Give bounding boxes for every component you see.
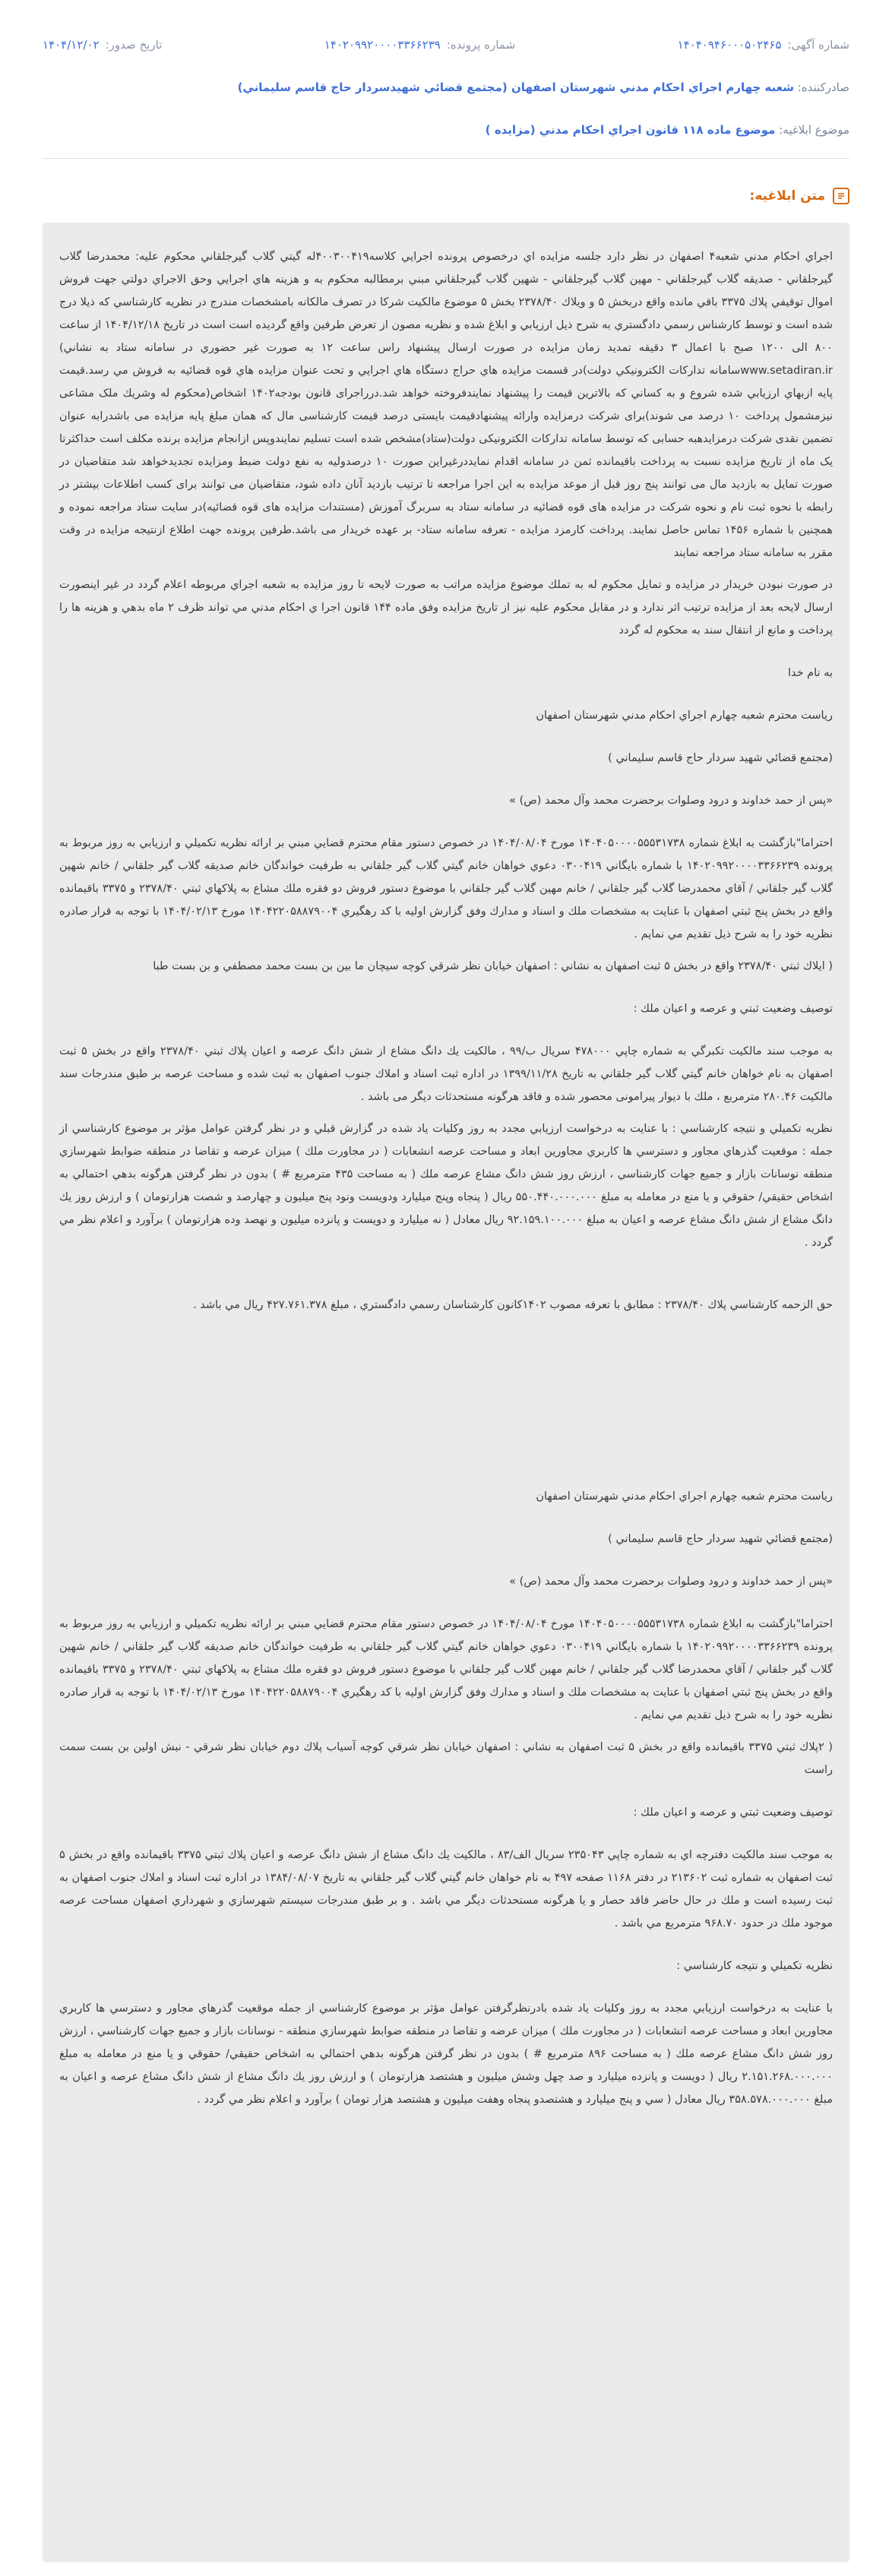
ad-number-group xyxy=(678,35,849,55)
subject-label: موضوع ابلاغیه: xyxy=(779,123,849,137)
auction-announcement-paragraph: اجراي احكام مدني شعبه۴ اصفهان در نظر دارد جلسه مزايده اي درخصوص پرونده اجرايي كلاسه۴۰۰۳۰۰۴۱۹له گيتي گلاب گيرجلقاني محكوم عليه: محمدرضا گلاب گيرجلقاني - صديقه گلاب گيرجلقاني - مهين گلاب گيرجلقاني - شهين گلاب گيرجلقاني مبني برمطالبه محكوم به و هزينه هاي اجرايي وحق الاجراي دولتي جهت فروش اموال توقيفي پلاك ۳۳۷۵ باقي مانده واقع دربخش ۵ و ويلاك ۲۳۷۸/۴۰ بخش ۵ موضوع مالكيت شركا در تصرف مالكانه بامشخصات مندرج در نظريه كارشناسي كه ذيلا درج شده است و توسط كارشناس رسمي دادگستري به شرح ذيل ارزيابي و ابلاغ شده و نظريه مصون از تعرض طرفين واقع گرديده است است در تاريخ ۱۴۰۴/۱۲/۱۸ از ساعت ۸۰۰ الی ۱۲۰۰ صبح با اعمال ۳ دقيقه تمديد زمان مزايده در صورت ارسال پيشنهاد راس ساعت ۱۲ به صورت غير حضوري در سامانه ستاد به نشاني) www.setadiran.irسامانه تداركات الكترونيكي دولت)در قسمت مزايده هاي حراج دستگاه هاي اجرايي و تحت عنوان مزايده هاي قوه قضائيه به فروش مي رسد.قيمت پايه ازبهاي ارزيابي شده شروع و به كساني كه بالاترين قيمت را پيشنهاد نمايندفروخته خواهد شد.درراجرای قانون بودجه۱۴۰۲ اشخاص(محكوم له وشريك ملک مشاعی نيزمشمول پرداخت ۱۰ درصد می شوند)برای شرکت درمزايده وارائه پيشنهادقيمت بايستی درصد قيمت كارشناسی مال كه همان مبلغ پايه مزايده می باشدرابه عنوان تضمين نقدی شركت درمزايدهبه حسابی كه توسط سامانه تدارکات الكترونيكی دولت(ستاد)مشخص شده است تسليم نمايندوپس ازانجام مزايده برنده مكلف است حداكثرتا يک ماه از تاريخ مزايده نسبت به پرداخت باقيمانده ثمن در سامانه اقدام نمايددرغيراين صورت ۱۰ درصدوليه به نفع دولت ضبط ومزايده تجديدخواهد شد متقاضيان در صورت تمايل به بازديد مال می توانند پنج روز قبل از موعد مزايده به اين اجرا مراجعه تا ترتيب بازديد آنان داده شود، متقاضيان می توانند برای كسب اطلاعات بيشتر در رابطه با نحوه ثبت نام و نحوه شركت در مزايده های قوه قضائيه در سامانه ستاد به سربرگ آموزش (مستندات مزايده های قوه قضائيه)در سايت ستاد مراجعه نموده و همچنين با شماره ۱۴۵۶ تماس حاصل نمايند. پرداخت كارمزد مزايده - تعرفه سامانه ستاد- بر عهده خريدار می باشد.طرفين پرونده جهت اطلاع ازنتيجه مزايده در وقت مقرر به سامانه ستاد مراجعه نمايند xyxy=(59,251,833,559)
case-number-group xyxy=(324,35,515,55)
document-text-icon xyxy=(833,188,849,204)
plate-1-address: ( ايلاك ثبتي ۲۳۷۸/۴۰ واقع در بخش ۵ ثبت اصفهان به نشاني : اصفهان خيابان نظر شرقي كوچه سيچان ما بين بن بست محمد مصطفي و بن بست طبا xyxy=(153,960,833,972)
court-complex-line-2: (مجتمع قضائي شهيد سردار حاج قاسم سليماني ) xyxy=(608,1533,833,1545)
body-title xyxy=(0,188,849,204)
subject-value: موضوع ماده ۱۱۸ قانون اجراي احكام مدني (مزايده ) xyxy=(485,123,776,137)
addressee-line-2: رياست محترم شعبه چهارم اجراي احكام مدني شهرستان اصفهان xyxy=(536,1490,833,1503)
plate-1-registration-description: به موجب سند مالكيت تكبرگي به شماره چاپي ۴۷۸۰۰۰ سريال ب/۹۹ ، مالكيت يك دانگ مشاع از شش دانگ عرصه و اعيان پلاك ثبتي ۲۳۷۸/۴۰ واقع در بخش ۵ ثبت اصفهان به نام خواهان خانم گيتي گلاب گير جلقاني به تاريخ ۱۳۹۹/۱۱/۲۸ در اداره ثبت اسناد و املاك جنوب اصفهان به ثبت شده و مساحت عرصه بر طبق مندرجات سند مالكيت ۲۸۰.۴۶ مترمربع ، ملك با ديوار پيرامونی محصور شده و فاقد هرگونه مستحدثات ديگر می باشد . xyxy=(59,1045,833,1103)
addressee-line: رياست محترم شعبه چهارم اجراي احكام مدني شهرستان اصفهان xyxy=(536,710,833,722)
case-number-label: شماره پرونده: xyxy=(446,38,516,52)
body-title-text: متن ابلاغیه: xyxy=(749,188,825,204)
in-name-of-god: به نام خدا xyxy=(787,667,833,679)
plate-2-registration-description: به موجب سند مالكيت دفترچه اي به شماره چاپي ۲۳۵۰۴۳ سريال الف/۸۳ ، مالكيت يك دانگ مشاع از شش دانگ عرصه و اعيان پلاك ثبتي ۳۳۷۵ باقيمانده واقع در بخش ۵ ثبت اصفهان به شماره ثبت ۲۱۳۶۰۲ در دفتر ۱۱۶۸ صفحه ۴۹۷ به نام خواهان خانم گيتي گلاب گير جلقاني به تاريخ ۱۳۸۴/۰۸/۰۷ در اداره ثبت اسناد و املاك جنوب اصفهان به ثبت رسيده است و ملك در حال حاضر فاقد حصار و يا هرگونه مستحدثات ديگر مي باشد . و بر طبق مندرجات سيستم شهرسازي و شهرداري اصفهان مساحت عرصه موجود ملك در حدود ۹۶۸.۷۰ مترمربع مي باشد . xyxy=(59,1849,833,1930)
court-complex-line: (مجتمع قضائي شهيد سردار حاج قاسم سليماني ) xyxy=(608,752,833,764)
buyer-absence-paragraph: در صورت نبودن خريدار در مزايده و تمايل محكوم له به تملك موضوع مزايده مراتب به صورت لايحه تا روز مزايده به شعبه اجراي مربوطه اعلام گردد در غير اينصورت ارسال لايحه بعد از مزايده ترتيب اثر ندارد و در مقابل محكوم عليه نيز از تاريخ مزايده وفق ماده ۱۴۴ قانون اجرا ي احكام مدني مي تواند ظرف ۲ ماه بدهي و هزينه ها را پرداخت و مانع از انتقال سند به محكوم له گردد xyxy=(59,579,833,637)
plate-1-expert-fee: حق الزحمه كارشناسي پلاك ۲۳۷۸/۴۰ : مطابق با تعرفه مصوب ۱۴۰۲كانون كارشناسان رسمي دادگستري ، مبلغ ۴۲۷.۷۶۱.۳۷۸ ريال مي باشد . xyxy=(193,1299,833,1311)
issuer-label: صادرکننده: xyxy=(797,81,849,94)
plate-2-address: ( ۲پلاك ثبتي ۳۳۷۵ باقيمانده واقع در بخش ۵ ثبت اصفهان به نشاني : اصفهان خيابان نظر شرقي كوچه آسياب پلاك دوم خيابان نظر شرقي - نبش اولين بن بست سمت راست xyxy=(59,1741,833,1776)
header-row-numbers xyxy=(43,35,849,55)
notice-header xyxy=(0,0,892,140)
ad-number-value: ۱۴۰۴۰۹۴۶۰۰۰۵۰۲۴۶۵ xyxy=(677,38,782,52)
expert-report-intro-2: احتراما"بازگشت به ابلاغ شماره ۱۴۰۴۰۵۰۰۰۰۵۵۵۳۱۷۳۸ مورخ ۱۴۰۴/۰۸/۰۴ در خصوص دستور مقام محترم قضايي مبني بر ارائه نظريه تكميلي و ارزيابي به روز مربوط به پرونده ۱۴۰۲۰۹۹۲۰۰۰۰۳۳۶۶۲۳۹ با شماره بايگاني ۰۳۰۰۴۱۹ دعوي خواهان خانم گيتي گلاب گير جلقاني به طرفيت خواندگان خانم صديقه گلاب گير جلقاني / خانم شهين گلاب گير جلقاني / آقاي محمدرضا گلاب گير جلقاني / خانم مهين گلاب گير جلقاني با موضوع دستور فروش دو فقره ملك مشاع به پلاكهاي ثبتي ۲۳۷۸/۴۰ و ۳۳۷۵ باقيمانده واقع در بخش پنج ثبتي اصفهان با عنايت به مشخصات ملك و اسناد و مدارك وفق گزارش اوليه با كد رهگيري ۱۴۰۴۲۲۰۵۸۸۷۹۰۰۴ مورخ ۱۴۰۴/۰۲/۱۳ با توجه به قرار صادره نظريه خود را به شرح ذيل تقديم مي نمايم . xyxy=(59,1618,833,1721)
plate-2-valuation: با عنايت به درخواست ارزيابي مجدد به روز وكليات ياد شده بادرنظرگرفتن عوامل مؤثر بر موضوع كارشناسي از جمله موقعيت گذرهاي مجاور و دسترسي ها كاربري مجاورين ابعاد و مساحت عرصه انشعابات ( در مجاورت ملك ) ميزان عرضه و تقاضا در منطقه ضوابط شهرسازي منطقه - نوسانات بازار و جميع جهات كارشناسي ، ارزش روز شش دانگ مشاع عرصه ملك ( به مساحت ۸۹۶ مترمربع # ) بدون در نظر گرفتن هرگونه بدهي احتمالي به اشخاص حقيقي/ حقوقي و يا منع در معامله به مبلغ ۲.۱۵۱.۲۶۸.۰۰۰.۰۰۰ ريال ( دويست و پانزده ميليارد و صد چهل وشش ميليون و هشتصد هزارتومان ) و ارزش روز يك دانگ مشاع از شش دانگ مشاع عرصه و اعيان به مبلغ ۳۵۸.۵۷۸.۰۰۰.۰۰۰ ريال معادل ( سي و پنج ميليارد و هشتصدو پنجاه وهفت ميليون و هشتصد هزار تومان ) برآورد و اعلام نظر مي گردد . xyxy=(59,2002,833,2106)
document-text-icon-glyph xyxy=(837,191,846,201)
plate-1-valuation: نظريه تكميلي و نتيجه كارشناسي : با عنايت به درخواست ارزيابي مجدد به روز وكليات ياد شده در گزارش قبلي و در نظر گرفتن عوامل مؤثر بر موضوع كارشناسي از جمله : موقعيت گذرهاي مجاور و دسترسي ها كاربري مجاورين ابعاد و مساحت عرصه انشعابات ( در مجاورت ملك ) ميزان عرضه و تقاضا در منطقه ضوابط شهرسازي منطقه نوسانات بازار و جميع جهات كارشناسي ، ارزش روز شش دانگ مشاع عرصه ملك ( به مساحت ۴۳۵ مترمربع # ) بدون در نظر گرفتن هرگونه بدهي احتمالي به اشخاص حقيقي/ حقوقي و يا منع در معامله به مبلغ ۵۵۰.۴۴۰.۰۰۰.۰۰۰ ريال ( پنجاه وپنج ميليارد ودويست ونود پنج ميليون و چهارصد و شصت هزارتومان ) و ارزش روز يك دانگ مشاع از شش دانگ مشاع عرصه و اعيان به مبلغ ۹۲.۱۵۹.۱۰۰.۰۰۰ ريال معادل ( نه ميليارد و دويست و پانزده ميليون و نهصد وده هزارتومان ) برآورد و اعلام نظر مي گردد . xyxy=(59,1123,833,1249)
header-divider xyxy=(43,158,849,159)
issue-date-value: ۱۴۰۴/۱۲/۰۲ xyxy=(43,38,100,52)
issuer-value: شعبه چهارم اجراي احكام مدني شهرستان اصفهان (مجتمع قضائي شهيدسردار حاج قاسم سليماني) xyxy=(237,81,794,94)
issue-date-group xyxy=(43,35,162,55)
case-number-value: ۱۴۰۲۰۹۹۲۰۰۰۰۳۳۶۶۲۳۹ xyxy=(324,38,441,52)
plate-2-registration-heading: توصيف وضعيت ثبتي و عرصه و اعيان ملك : xyxy=(633,1806,833,1819)
notice-body xyxy=(43,223,849,2562)
plate-2-valuation-heading: نظريه تكميلي و نتيجه كارشناسي : xyxy=(676,1960,833,1972)
expert-report-intro-1: احتراما"بازگشت به ابلاغ شماره ۱۴۰۴۰۵۰۰۰۰۵۵۵۳۱۷۳۸ مورخ ۱۴۰۴/۰۸/۰۴ در خصوص دستور مقام محترم قضايي مبني بر ارائه نظريه تكميلي و ارزيابي به روز مربوط به پرونده ۱۴۰۲۰۹۹۲۰۰۰۰۳۳۶۶۲۳۹ با شماره بايگاني ۰۳۰۰۴۱۹ دعوي خواهان خانم گيتي گلاب گير جلقاني به طرفيت خواندگان خانم صديقه گلاب گير جلقاني / خانم شهين گلاب گير جلقاني / آقاي محمدرضا گلاب گير جلقاني / خانم مهين گلاب گير جلقاني با موضوع دستور فروش دو فقره ملك مشاع به پلاكهاي ثبتي ۲۳۷۸/۴۰ و ۳۳۷۵ باقيمانده واقع در بخش پنج ثبتي اصفهان با عنايت به مشخصات ملك و اسناد و مدارك وفق گزارش اوليه با كد رهگيري ۱۴۰۴۲۲۰۵۸۸۷۹۰۰۴ مورخ ۱۴۰۴/۰۲/۱۳ با توجه به قرار صادره نظريه خود را به شرح ذيل تقديم مي نمايم . xyxy=(59,837,833,940)
subject-row xyxy=(43,120,849,140)
plate-1-registration-heading: توصيف وضعيت ثبتي و عرصه و اعيان ملك : xyxy=(633,1003,833,1015)
issue-date-label: تاریخ صدور: xyxy=(105,38,163,52)
issuer-row xyxy=(43,77,849,97)
salutation-line-2: «پس از حمد خداوند و درود وصلوات برحضرت محمد وآل محمد (ص) » xyxy=(509,1576,833,1588)
ad-number-label: شماره آگهی: xyxy=(787,38,849,52)
salutation-line: «پس از حمد خداوند و درود وصلوات برحضرت محمد وآل محمد (ص) » xyxy=(509,795,833,807)
